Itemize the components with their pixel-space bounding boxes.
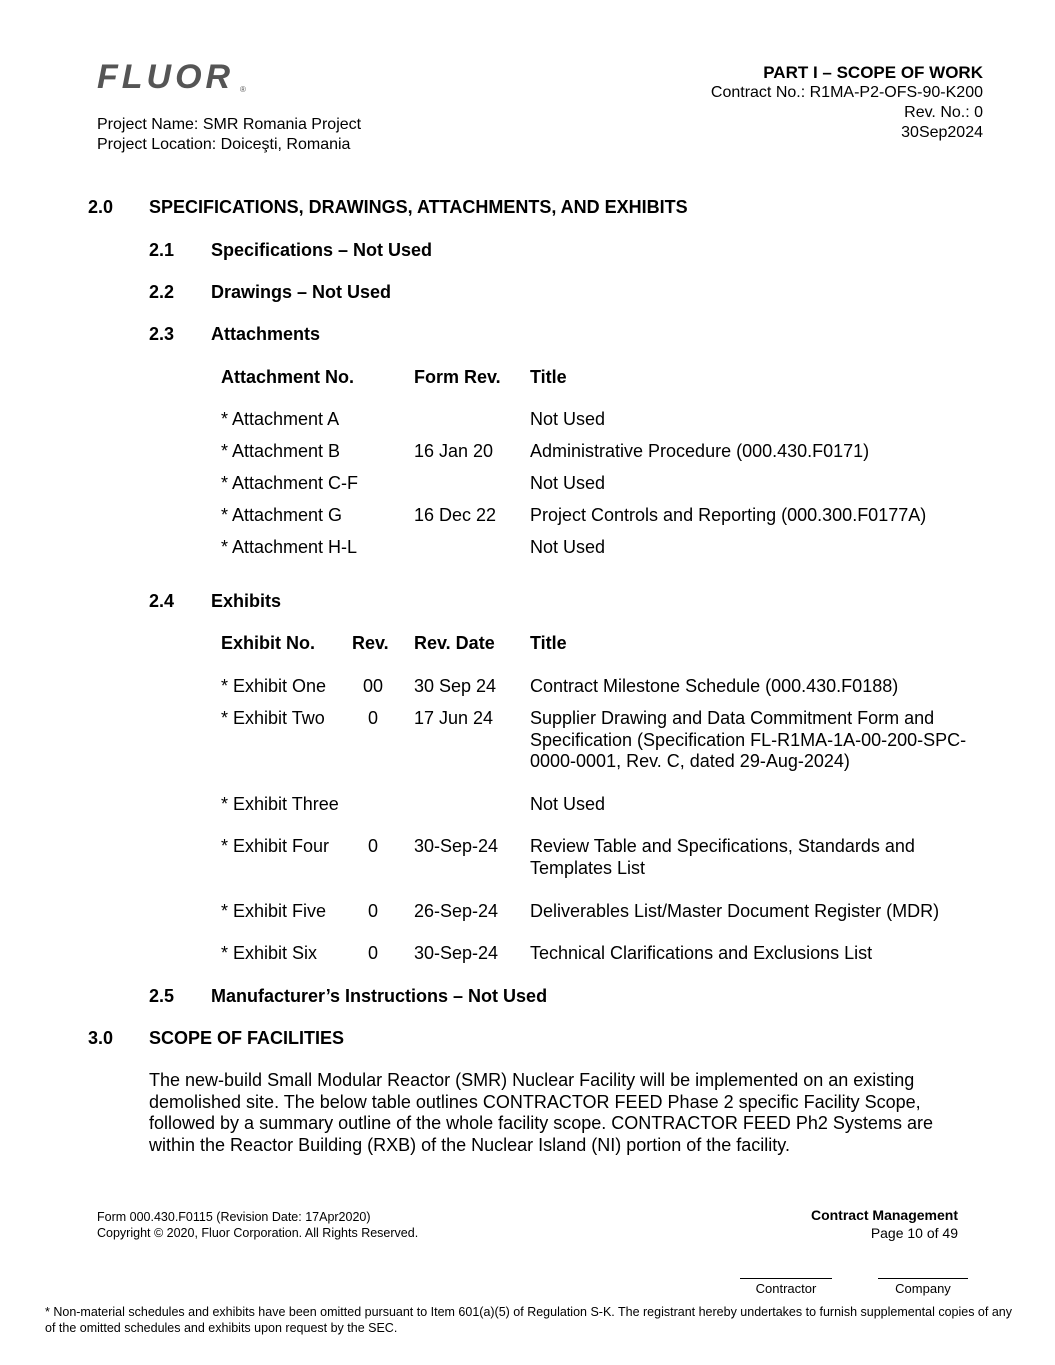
exhibit-no: * Exhibit Six (221, 943, 318, 963)
exhibits-header-title: Title (530, 633, 567, 653)
contract-number: Contract No.: R1MA-P2-OFS-90-K200 (710, 84, 983, 101)
section-2-2-number: 2.2 (149, 282, 175, 302)
exhibit-rev: 0 (367, 901, 378, 921)
exhibit-rev: 0 (367, 943, 378, 963)
attachment-no: * Attachment C-F (221, 473, 359, 493)
copyright: Copyright © 2020, Fluor Corporation. All Rights Reserved. (97, 1226, 419, 1240)
section-2-2-heading: Drawings – Not Used (211, 282, 392, 302)
section-2-3-heading: Attachments (211, 324, 321, 344)
attachments-header-title: Title (530, 367, 567, 387)
section-3-number: 3.0 (88, 1028, 114, 1048)
fluor-logo: FLUOR (97, 58, 235, 96)
exhibits-header-no: Exhibit No. (221, 633, 315, 653)
section-2-5-number: 2.5 (149, 986, 175, 1006)
scope-paragraph: The new-build Small Modular Reactor (SMR) Nuclear Facility will be implemented on an existing demolished site. The below table outlines CONTRACTOR FEED Phase 2 specific Facility Scope, followed by a summary outline of the whole facility scope. CONTRACTOR FEED Ph2 Systems are within the Reactor Building (RXB) of the Nuclear Island (NI) portion of the facility. (149, 1070, 933, 1155)
sec-disclaimer: * Non-material schedules and exhibits have been omitted pursuant to Item 601(a)(5) of Regulation S-K. The registrant hereby undertakes to furnish supplemental copies of any of the omitted schedules and exhibits upon request by the SEC. (45, 1305, 1012, 1335)
exhibit-title: Technical Clarifications and Exclusions List (530, 943, 873, 963)
attachment-title: Project Controls and Reporting (000.300.F0177A) (530, 505, 927, 525)
exhibit-no: * Exhibit One (221, 676, 327, 696)
contractor-label: Contractor (755, 1281, 817, 1296)
section-2-5-heading: Manufacturer’s Instructions – Not Used (211, 986, 548, 1006)
section-2-4-number: 2.4 (149, 591, 175, 611)
section-2-3-number: 2.3 (149, 324, 175, 344)
attachments-header-rev: Form Rev. (414, 367, 501, 387)
exhibit-title: Not Used (530, 794, 606, 814)
attachment-title: Administrative Procedure (000.430.F0171) (530, 441, 870, 461)
section-2-number: 2.0 (88, 197, 114, 217)
exhibit-date: 30-Sep-24 (414, 943, 499, 963)
exhibit-no: * Exhibit Three (221, 794, 339, 814)
exhibit-date: 30 Sep 24 (414, 676, 497, 696)
exhibit-no: * Exhibit Four (221, 836, 330, 856)
section-2-1-heading: Specifications – Not Used (211, 240, 433, 260)
exhibit-rev: 00 (362, 676, 384, 696)
footer-form-info (97, 1209, 418, 1241)
project-location: Project Location: Doiceşti, Romania (97, 136, 351, 153)
exhibits-header-rev: Rev. (352, 633, 389, 653)
registered-mark: ® (240, 85, 246, 94)
attachment-rev: 16 Jan 20 (414, 441, 494, 461)
revision-number: Rev. No.: 0 (904, 104, 983, 121)
project-name: Project Name: SMR Romania Project (97, 116, 362, 133)
exhibit-date: 26-Sep-24 (414, 901, 499, 921)
attachment-title: Not Used (530, 537, 606, 557)
exhibit-no: * Exhibit Two (221, 708, 325, 728)
document-header (711, 63, 983, 143)
exhibit-rev: 0 (367, 836, 378, 856)
section-2-4-heading: Exhibits (211, 591, 282, 611)
attachment-no: * Attachment H-L (221, 537, 358, 557)
attachment-no: * Attachment A (221, 409, 340, 429)
attachment-no: * Attachment B (221, 441, 341, 461)
attachments-header-no: Attachment No. (221, 367, 355, 387)
exhibit-title: Contract Milestone Schedule (000.430.F0188) (530, 676, 899, 696)
section-3-heading: SCOPE OF FACILITIES (149, 1028, 345, 1048)
section-2-heading: SPECIFICATIONS, DRAWINGS, ATTACHMENTS, AND EXHIBITS (149, 197, 688, 217)
exhibit-rev: 0 (367, 708, 378, 728)
attachment-title: Not Used (530, 409, 606, 429)
footer-page-info (811, 1206, 958, 1242)
document-title: PART I – SCOPE OF WORK (763, 63, 983, 82)
attachment-no: * Attachment G (221, 505, 343, 525)
exhibit-no: * Exhibit Five (221, 901, 327, 921)
company-label: Company (895, 1281, 951, 1296)
section-2-1-number: 2.1 (149, 240, 175, 260)
attachment-title: Not Used (530, 473, 606, 493)
company-signature-line (878, 1278, 968, 1279)
project-info (97, 115, 361, 155)
attachment-rev: 16 Dec 22 (414, 505, 497, 525)
exhibit-date: 17 Jun 24 (414, 708, 494, 728)
page-number: Page 10 of 49 (870, 1225, 958, 1241)
exhibit-title: Deliverables List/Master Document Register (MDR) (530, 901, 940, 921)
exhibit-title: Review Table and Specifications, Standards and Templates List (530, 836, 915, 878)
form-number: Form 000.430.F0115 (Revision Date: 17Apr2020) (97, 1210, 371, 1224)
document-date: 30Sep2024 (901, 124, 983, 141)
exhibits-header-date: Rev. Date (414, 633, 495, 653)
footer-section: Contract Management (810, 1207, 958, 1223)
exhibit-title: Supplier Drawing and Data Commitment Form and Specification (Specification FL-R1MA-1A-00-200-SPC-0000-0001, Rev. C, dated 29-Aug-2024) (530, 708, 967, 771)
exhibit-date: 30-Sep-24 (414, 836, 499, 856)
contractor-signature-line (740, 1278, 832, 1279)
